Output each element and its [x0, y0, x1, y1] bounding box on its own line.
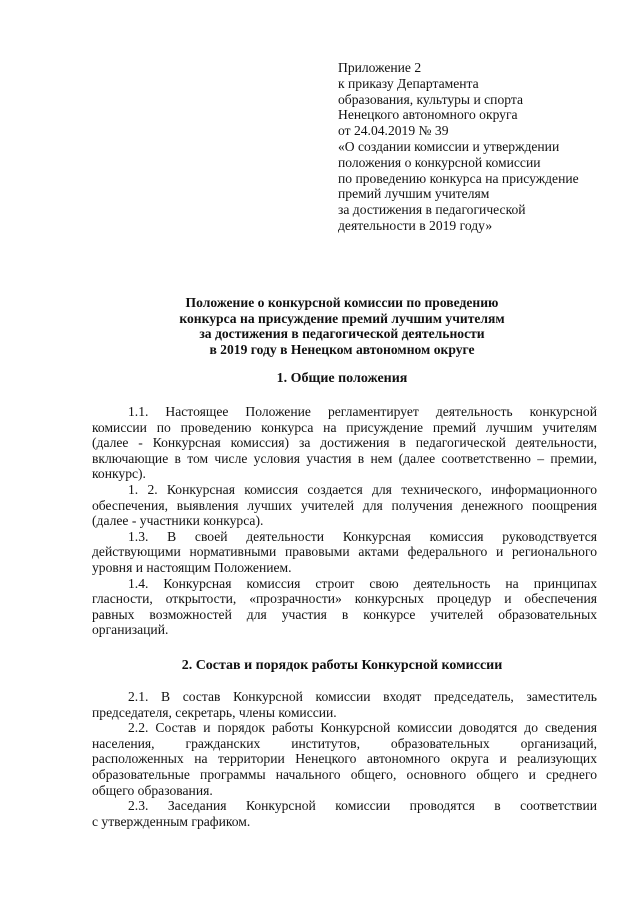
paragraph-line: равных возможностей для участия в конкурсе учителей образовательных — [92, 606, 597, 622]
paragraph-line: 2.2. Состав и порядок работы Конкурсной комиссии доводятся до сведения — [128, 720, 597, 736]
paragraph-line: действующими нормативными правовыми актами федерального и регионального — [92, 544, 597, 560]
paragraph-line: комиссии по проведению конкурса на присуждение премий лучшим учителям — [92, 419, 597, 435]
paragraph-line: (далее - Конкурсная комиссия) за достижения в педагогической деятельности, — [92, 435, 597, 451]
paragraph-line: образовательные программы начального общего, основного общего и среднего — [92, 766, 597, 782]
paragraph-line: с утвержденным графиком. — [92, 813, 251, 829]
paragraph-line: председателя, секретарь, члены комиссии. — [92, 704, 337, 720]
appendix-line: от 24.04.2019 № 39 — [338, 123, 449, 139]
paragraph-line: гласности, открытости, «прозрачности» конкурсных процедур и обеспечения — [92, 591, 597, 607]
appendix-block — [338, 60, 618, 234]
section-2-heading: 2. Состав и порядок работы Конкурсной комиссии — [181, 658, 503, 673]
section-2-body — [92, 689, 597, 829]
paragraph-line: 1.1. Настоящее Положение регламентирует деятельность конкурсной — [128, 404, 597, 419]
appendix-line: образования, культуры и спорта — [338, 91, 524, 107]
paragraph-line: 1.4. Конкурсная комиссия строит свою деятельность на принципах — [128, 575, 597, 591]
paragraph-line: (далее - участники конкурса). — [92, 513, 264, 529]
paragraph-line: организаций. — [92, 622, 169, 638]
paragraph-line: населения, гражданских институтов, образовательных организаций, — [92, 735, 597, 751]
paragraph-line: 2.3. Заседания Конкурсной комиссии проводятся в соответствии — [128, 798, 597, 814]
paragraph-line: 2.1. В состав Конкурсной комиссии входят председатель, заместитель — [128, 689, 597, 704]
title-line: конкурса на присуждение премий лучшим учителям — [179, 310, 505, 326]
appendix-line: Приложение 2 — [338, 60, 422, 75]
paragraph-line: обеспечения, выявления лучших учителей для получения денежного поощрения — [92, 497, 597, 513]
appendix-line: положения о конкурсной комиссии — [338, 154, 541, 170]
paragraph-line: включающие в том числе условия участия в нем (далее соответственно – премии, — [92, 450, 597, 466]
title-line: в 2019 году в Ненецком автономном округе — [209, 341, 475, 357]
appendix-line: премий лучшим учителям — [338, 186, 490, 202]
appendix-line: к приказу Департамента — [338, 75, 479, 91]
document-title — [92, 295, 592, 357]
paragraph-line: общего образования. — [92, 782, 213, 798]
section-1-heading: 1. Общие положения — [276, 371, 408, 386]
title-line: Положение о конкурсной комиссии по проведению — [185, 295, 499, 310]
paragraph-line: конкурс). — [92, 466, 146, 482]
section-1-body — [92, 404, 597, 638]
title-line: за достижения в педагогической деятельности — [199, 326, 485, 342]
paragraph-line: уровня и настоящим Положением. — [92, 559, 292, 575]
paragraph-line: 1. 2. Конкурсная комиссия создается для технического, информационного — [128, 481, 597, 497]
appendix-line: деятельности в 2019 году» — [338, 217, 493, 233]
appendix-line: за достижения в педагогической — [338, 202, 526, 218]
paragraph-line: расположенных на территории Ненецкого автономного округа и реализующих — [92, 751, 597, 767]
appendix-line: Ненецкого автономного округа — [338, 107, 518, 123]
appendix-line: «О создании комиссии и утверждении — [338, 138, 560, 154]
paragraph-line: 1.3. В своей деятельности Конкурсная комиссия руководствуется — [128, 528, 597, 544]
appendix-line: по проведению конкурса на присуждение — [338, 170, 579, 186]
